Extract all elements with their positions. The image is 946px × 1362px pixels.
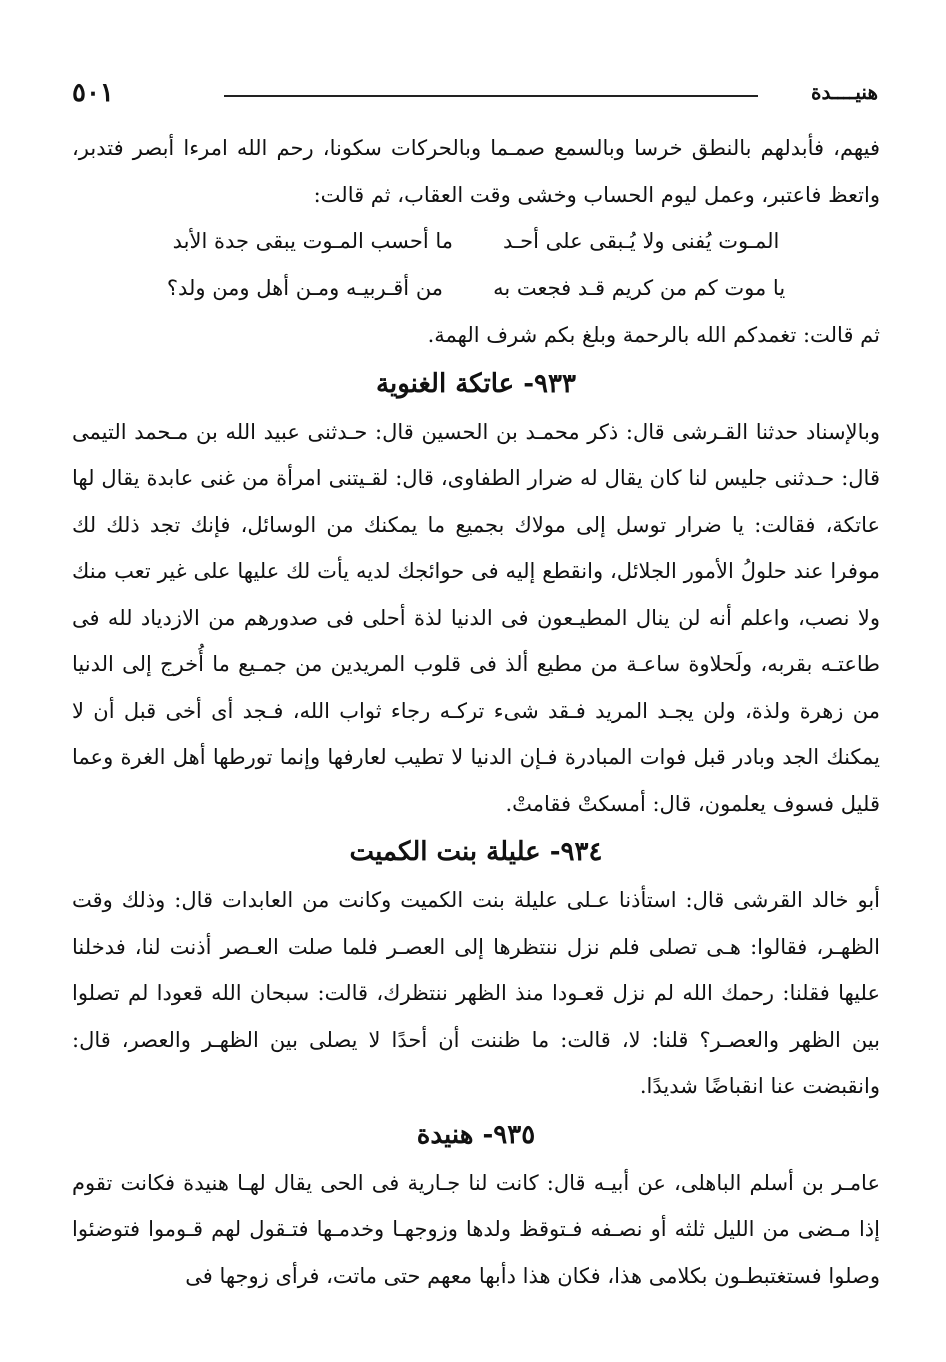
paragraph-intro: فيهم، فأبدلهم بالنطق خرسا وبالسمع صمـما وبالحركات سكونا، رحم الله امرءا أبصر فتدبر، واتعظ فاعتبر، وعمل ليوم الحساب وخشى وقت العقاب، ثم قالت: [72, 136, 880, 207]
verse-2-second-hemistich: من أقـربيـه ومـن أهل ومن ولد؟ [166, 276, 444, 300]
section-heading-933: ٩٣٣- عاتكة الغنوية [376, 368, 576, 399]
poem-verse-1 [72, 218, 880, 265]
paragraph-934: أبو خالد القرشى قال: استأذنا عـلى عليلة بنت الكميت وكانت من العابدات قال: وذلك وقت الظهـر، فقالوا: هـى تصلى فلم نزل ننتظرها إلى العصـر فلما صلت العـصر أذنت لنا، فدخلنا عليها فقلنا: رحمك الله لم نزل قعـودا منذ الظهر ننتظرك، قالت: سبحان الله قعودا لم تصلوا بين الظهر والعصـر؟ قلنا: لا، قالت: ما ظننت أن أحدًا لا يصلى بين الظهـر والعصر، قال: وانقبضت عنا انقباضًا شديدًا. [72, 888, 880, 1098]
page-header [72, 78, 878, 112]
page-body [72, 125, 880, 1299]
section-heading-934: ٩٣٤- عليلة بنت الكميت [349, 837, 603, 867]
running-title: هنيــــدة [810, 80, 878, 104]
paragraph-intro-end: ثم قالت: تغمدكم الله بالرحمة وبلغ بكم شرف الهمة. [427, 323, 880, 347]
section-heading-935: ٩٣٥- هنيدة [416, 1119, 536, 1150]
poem-verse-2 [72, 265, 880, 312]
paragraph-933: وبالإسناد حدثنا القـرشى قال: ذكر محمـد بن الحسين قال: حـدثنى عبيد الله بن مـحمد التيمى قال: حـدثنى جليس لنا كان يقال له ضرار الطفاوى، قال: لقـيتنى امرأة من غنى عابدة يقال لها عاتكة، فقالت: يا ضرار توسل إلى مولاك بجميع ما يمكنك من الوسائل، فإنك تجد ذلك لك موفرا عند حلولُ الأمور الجلائل، وانقطع إليه فى حوائجك لديه يأت لك عليها على غير تعب منك ولا نصب، واعلم أنه لن ينال المطيـعون فى الدنيا لذة أحلى فى صدورهم من الازدياد لله فى طاعتـه بقربه، ولَحلاوة ساعـة من مطيع ألذ فى قلوب المريدين من جمـيع ما أُخرج إلى الدنيا من زهرة ولذة، ولن يجـد المريد فـقد شىء تركـه رجاء ثواب الله، فـجد أى أخى قبل أن لا يمكنك الجد وبادر قبل فوات المبادرة فـإن الدنيا لا تطيب لعارفها وإنما تورطها أهل الغرة وعما قليل فسوف يعلمون، قال: أمسكتْ فقامتْ. [72, 419, 881, 816]
verse-1-second-hemistich: ما أحسب المـوت يبقى جدة الأبد [172, 229, 453, 253]
paragraph-935: عامـر بن أسلم الباهلى، عن أبيـه قال: كانت لنا جـارية فى الحى يقال لهـا هنيدة فكانت تقوم إذا مـضى من الليل ثلثه أو نصـفه فـتوقظ ولدها وزوجهـا وخدمـها فتـقول لهم قـوموا فتوضئوا وصلوا فستغتبطـون بكلامى هذا، فكان هذا دأبها معهم حتى ماتت، فرأى زوجها فى [72, 1170, 880, 1288]
verse-2-first-hemistich: يا موت كم من كريم قـد فجعت به [493, 276, 786, 300]
header-rule [224, 95, 758, 97]
page-number: ٥٠١ [72, 78, 114, 108]
verse-1-first-hemistich: المـوت يُفنى ولا يُـبقى على أحـد [502, 229, 780, 253]
